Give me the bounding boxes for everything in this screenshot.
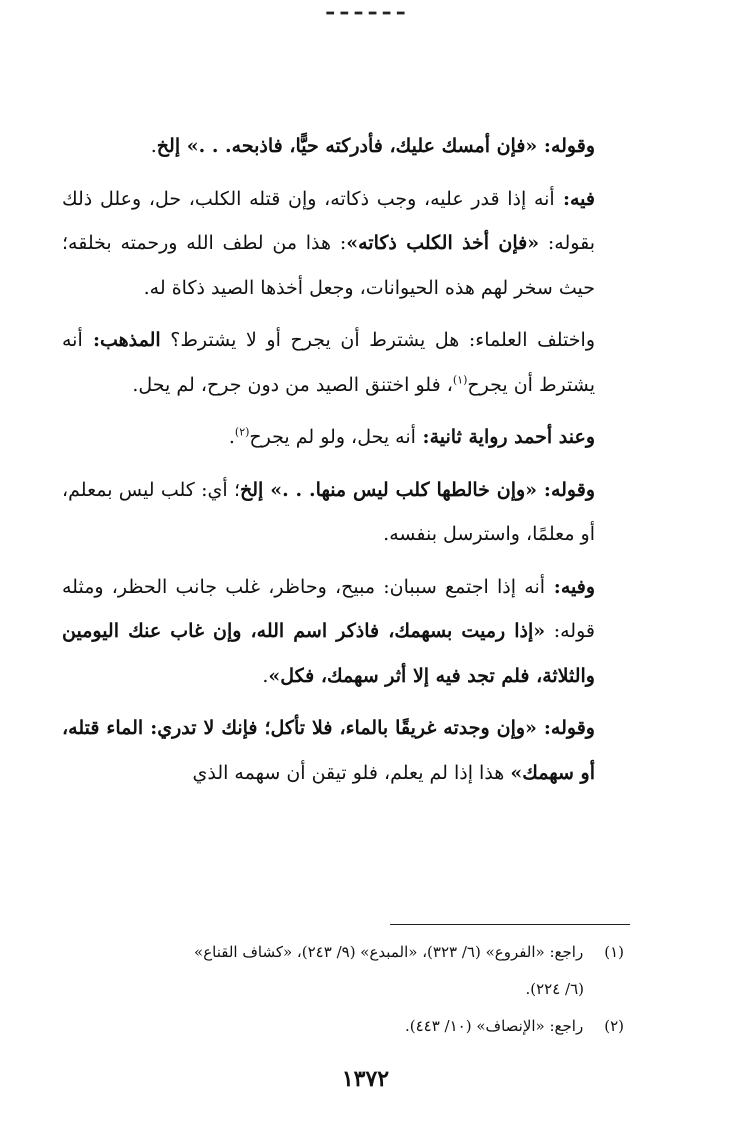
paragraph-3 [62, 318, 595, 407]
hadith-quote: «إذا رميت بسهمك، فاذكر اسم الله، وإن غاب عنك اليومين والثلاثة، فلم تجد فيه إلا أثر سهمك، فكل» [62, 620, 595, 687]
footnote-ref[interactable]: (١) [452, 373, 468, 387]
paragraph-text: واختلف العلماء: هل يشترط أن يجرح أو لا يشترط؟ [170, 329, 595, 351]
footnote-2 [62, 1008, 624, 1045]
footnote-text: راجع: «الفروع» (٦/ ٣٢٣)، «المبدع» (٩/ ٢٤٣)، «كشاف القناع» [194, 943, 584, 961]
paragraph-text: . [228, 426, 235, 448]
paragraph-text: . [150, 135, 157, 157]
paragraph-label: وعند أحمد رواية ثانية: [415, 426, 595, 448]
page-number: ١٣٧٢ [341, 1066, 390, 1092]
footnote-1 [62, 934, 624, 971]
footnote-ref[interactable]: (٢) [234, 425, 250, 439]
paragraph-7 [62, 706, 595, 795]
paragraph-text: أنه إذا اجتمع سببان: مبيح، وحاظر، غلب جانب الحظر، ومثله قوله: [62, 575, 595, 642]
top-header-fragment: ـ ـ ـ ـ ـ ـ [327, 0, 404, 20]
paragraph-label: وقوله: [537, 478, 595, 501]
footnote-number: (١) [604, 943, 624, 961]
paragraph-text: . [262, 664, 269, 687]
paragraph-label: وفيه: [545, 575, 595, 598]
paragraph-text: أنه يشترط أن يجرح [62, 329, 595, 396]
paragraph-label: وقوله: [537, 135, 595, 157]
paragraph-4 [62, 415, 595, 460]
hadith-quote: «فإن أمسك عليك، فأدركته حيًّا، فاذبحه. . .» إلخ [156, 135, 538, 157]
footnote-text: (٦/ ٢٢٤). [525, 980, 584, 998]
paragraph-1 [62, 124, 595, 169]
paragraph-text: : هذا من لطف الله ورحمته بخلقه؛ حيث سخر لهم هذه الحيوانات، وجعل أخذها الصيد ذكاة له. [62, 232, 595, 299]
paragraph-text: هذا إذا لم يعلم، فلو تيقن أن سهمه الذي [192, 761, 511, 784]
paragraph-label: فيه: [554, 187, 595, 210]
footnote-number: (٢) [604, 1017, 624, 1035]
footnote-divider [390, 924, 630, 925]
paragraph-text: ، فلو اختنق الصيد من دون جرح، لم يحل. [132, 373, 453, 396]
hadith-quote: «وإن خالطها كلب ليس منها. . .» إلخ [240, 478, 538, 501]
hadith-quote: «فإن أخذ الكلب ذكاته» [346, 232, 540, 254]
footnote-text: راجع: «الإنصاف» (١٠/ ٤٤٣). [404, 1017, 584, 1035]
main-text [62, 124, 595, 803]
paragraph-label: وقوله: [536, 717, 595, 739]
paragraph-text: ؛ أي: كلب ليس بمعلم، أو معلمًا، واسترسل بنفسه. [62, 478, 595, 545]
footnotes [62, 934, 624, 1045]
paragraph-6 [62, 565, 595, 699]
paragraph-2 [62, 177, 595, 311]
paragraph-label: المذهب: [82, 329, 161, 351]
paragraph-text: أنه يحل، ولو لم يجرح [249, 426, 416, 448]
hadith-quote: «وإن وجدته غريقًا بالماء، فلا تأكل؛ فإنك لا تدري: الماء قتله، أو سهمك» [62, 717, 595, 784]
paragraph-5 [62, 468, 595, 557]
paragraph-text: أنه إذا قدر عليه، وجب ذكاته، وإن قتله الكلب، حل، وعلل ذلك بقوله: [62, 187, 595, 254]
footnote-1-continuation [62, 971, 624, 1008]
